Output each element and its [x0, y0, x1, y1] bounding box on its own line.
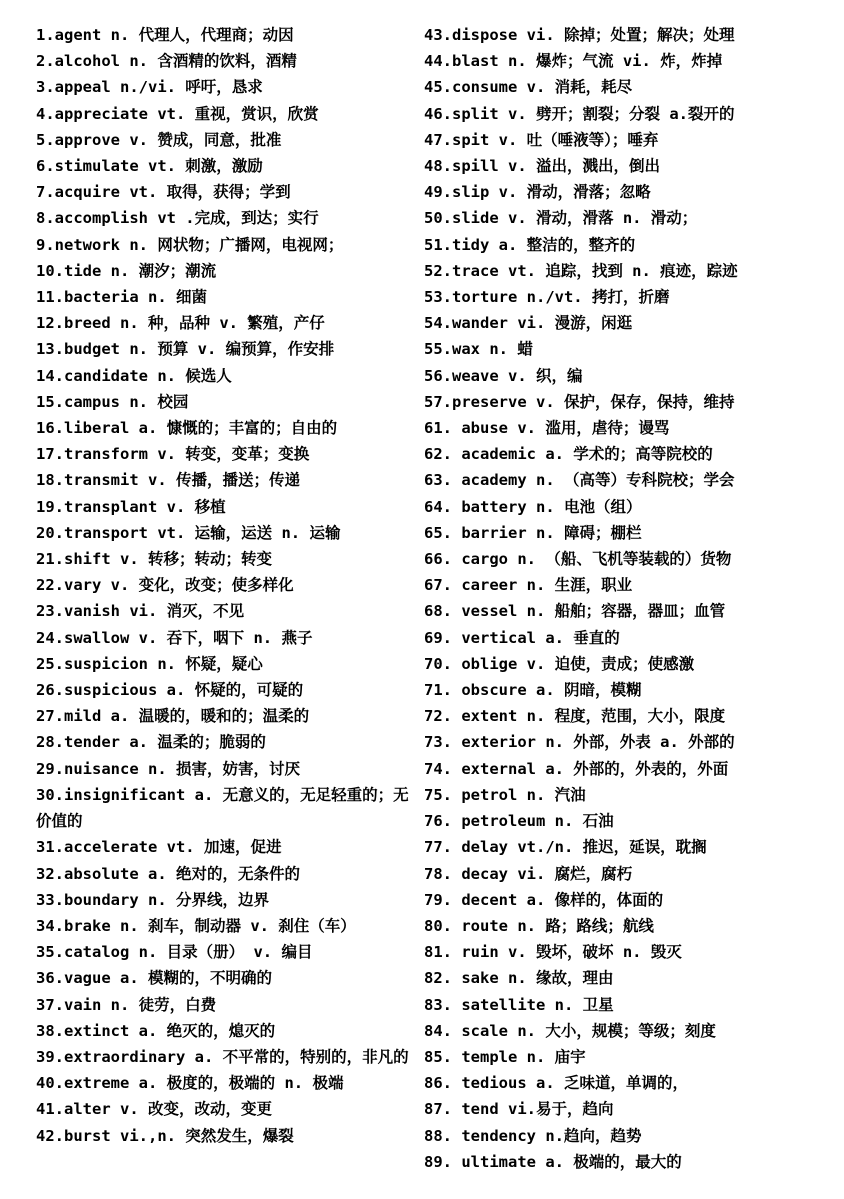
vocab-entry: 19.transplant v. 移植 [36, 497, 226, 516]
vocab-entry: 68. vessel n. 船舶；容器，器皿；血管 [424, 602, 726, 621]
vocab-entry: 25.suspicion n. 怀疑，疑心 [36, 654, 263, 673]
vocab-entry: 43.dispose vi. 除掉；处置；解决；处理 [424, 26, 735, 44]
vocab-entry: 17.transform v. 转变，变革；变换 [36, 445, 310, 464]
vocab-entry: 40.extreme a. 极度的，极端的 n. 极端 [36, 1074, 344, 1093]
vocab-entry: 26.suspicious a. 怀疑的，可疑的 [36, 681, 304, 700]
vocab-entry: 62. academic a. 学术的；高等院校的 [424, 445, 713, 464]
vocab-entry: 48.spill v. 溢出，溅出，倒出 [424, 157, 660, 176]
vocab-entry: 81. ruin v. 毁坏，破坏 n. 毁灭 [424, 943, 682, 962]
vocab-entry: 84. scale n. 大小，规模；等级；刻度 [424, 1021, 716, 1040]
vocab-entry: 10.tide n. 潮汐；潮流 [36, 261, 217, 280]
vocab-entry: 37.vain n. 徒劳，白费 [36, 995, 217, 1014]
vocab-entry: 78. decay vi. 腐烂，腐朽 [424, 864, 633, 883]
vocab-entry: 87. tend vi.易于，趋向 [424, 1100, 614, 1119]
vocab-entry: 61. abuse v. 滥用，虐待；谩骂 [424, 419, 670, 438]
vocab-entry: 4.appreciate vt. 重视，赏识，欣赏 [36, 104, 319, 123]
vocab-entry: 32.absolute a. 绝对的，无条件的 [36, 864, 300, 883]
vocab-entry: 85. temple n. 庙宇 [424, 1047, 586, 1066]
vocab-entry: 45.consume v. 消耗，耗尽 [424, 78, 633, 97]
vocab-entry: 76. petroleum n. 石油 [424, 812, 614, 831]
vocab-entry: 18.transmit v. 传播，播送；传递 [36, 471, 300, 490]
vocab-entry: 50.slide v. 滑动，滑落 n. 滑动； [424, 209, 698, 228]
vocab-entry: 33.boundary n. 分界线，边界 [36, 890, 269, 909]
right-column [424, 22, 806, 1175]
vocab-entry: 75. petrol n. 汽油 [424, 785, 586, 804]
vocab-entry: 86. tedious a. 乏味道，单调的， [424, 1074, 688, 1093]
vocab-entry: 16.liberal a. 慷慨的；丰富的；自由的 [36, 419, 338, 438]
vocab-entry: 41.alter v. 改变，改动，变更 [36, 1100, 272, 1119]
vocab-entry: 69. vertical a. 垂直的 [424, 628, 620, 647]
vocab-entry: 51.tidy a. 整洁的，整齐的 [424, 235, 636, 254]
vocab-entry: 88. tendency n.趋向，趋势 [424, 1126, 642, 1145]
vocab-entry: 89. ultimate a. 极端的，最大的 [424, 1152, 682, 1171]
vocab-entry: 27.mild a. 温暖的，暖和的；温柔的 [36, 707, 310, 726]
vocab-entry: 14.candidate n. 候选人 [36, 366, 232, 385]
vocab-entry: 46.split v. 劈开；割裂；分裂 a.裂开的 [424, 104, 735, 123]
vocab-entry: 23.vanish vi. 消灭，不见 [36, 602, 245, 621]
vocab-entry: 65. barrier n. 障碍；棚栏 [424, 523, 642, 542]
vocab-entry: 9.network n. 网状物；广播网，电视网； [36, 235, 344, 254]
vocab-entry: 66. cargo n. （船、飞机等装载的）货物 [424, 550, 732, 569]
vocab-entry: 54.wander vi. 漫游，闲逛 [424, 314, 633, 333]
vocab-entry: 22.vary v. 变化，改变；使多样化 [36, 576, 294, 595]
vocab-entry: 44.blast n. 爆炸；气流 vi. 炸，炸掉 [424, 52, 723, 71]
vocab-entry: 71. obscure a. 阴暗，模糊 [424, 681, 642, 700]
vocab-entry: 72. extent n. 程度，范围，大小，限度 [424, 707, 726, 726]
vocab-entry: 77. delay vt./n. 推迟，延误，耽搁 [424, 838, 707, 857]
vocab-entry: 64. battery n. 电池（组） [424, 497, 642, 516]
vocab-entry: 70. oblige v. 迫使，责成；使感激 [424, 654, 695, 673]
vocab-entry: 12.breed n. 种，品种 v. 繁殖，产仔 [36, 314, 325, 333]
vocab-entry: 55.wax n. 蜡 [424, 340, 533, 359]
vocab-entry: 5.approve v. 赞成，同意，批准 [36, 130, 282, 149]
vocab-entry: 63. academy n. （高等）专科院校；学会 [424, 471, 735, 490]
vocab-entry: 38.extinct a. 绝灭的，熄灭的 [36, 1021, 276, 1040]
vocab-entry: 34.brake n. 刹车，制动器 v. 刹住（车） [36, 916, 356, 935]
vocab-entry: 11.bacteria n. 细菌 [36, 288, 207, 307]
vocab-entry: 47.spit v. 吐（唾液等）；唾弃 [424, 130, 659, 149]
vocab-entry: 73. exterior n. 外部，外表 a. 外部的 [424, 733, 735, 752]
vocab-entry: 30.insignificant a. 无意义的，无足轻重的；无价值的 [36, 785, 409, 831]
left-column [36, 22, 418, 1149]
vocab-entry: 28.tender a. 温柔的；脆弱的 [36, 733, 266, 752]
vocab-entry: 57.preserve v. 保护，保存，保持，维持 [424, 392, 735, 411]
vocab-entry: 67. career n. 生涯，职业 [424, 576, 633, 595]
vocab-entry: 13.budget n. 预算 v. 编预算，作安排 [36, 340, 335, 359]
vocab-entry: 20.transport vt. 运输，运送 n. 运输 [36, 523, 341, 542]
vocab-entry: 36.vague a. 模糊的，不明确的 [36, 969, 272, 988]
vocab-entry: 3.appeal n./vi. 呼吁，恳求 [36, 78, 263, 97]
vocab-entry: 42.burst vi.,n. 突然发生，爆裂 [36, 1126, 294, 1145]
vocab-entry: 31.accelerate vt. 加速，促进 [36, 838, 282, 857]
vocab-entry: 15.campus n. 校园 [36, 392, 189, 411]
vocab-entry: 24.swallow v. 吞下，咽下 n. 燕子 [36, 628, 313, 647]
vocab-entry: 7.acquire vt. 取得，获得；学到 [36, 183, 291, 202]
vocab-entry: 1.agent n. 代理人，代理商；动因 [36, 26, 294, 44]
vocab-entry: 49.slip v. 滑动，滑落；忽略 [424, 183, 651, 202]
vocab-entry: 35.catalog n. 目录（册） v. 编目 [36, 943, 313, 962]
vocab-entry: 2.alcohol n. 含酒精的饮料，酒精 [36, 52, 297, 71]
vocab-entry: 80. route n. 路；路线；航线 [424, 916, 654, 935]
vocab-entry: 79. decent a. 像样的，体面的 [424, 890, 664, 909]
vocab-entry: 39.extraordinary a. 不平常的，特别的，非凡的 [36, 1047, 409, 1066]
vocab-entry: 56.weave v. 织，编 [424, 366, 583, 385]
vocab-entry: 29.nuisance n. 损害，妨害，讨厌 [36, 759, 300, 778]
vocab-entry: 21.shift v. 转移；转动；转变 [36, 550, 272, 569]
vocab-entry: 83. satellite n. 卫星 [424, 995, 614, 1014]
vocab-entry: 8.accomplish vt .完成，到达；实行 [36, 209, 319, 228]
vocab-entry: 74. external a. 外部的，外表的，外面 [424, 759, 729, 778]
vocab-entry: 52.trace vt. 追踪，找到 n. 痕迹，踪迹 [424, 261, 738, 280]
vocab-entry: 82. sake n. 缘故，理由 [424, 969, 614, 988]
vocab-entry: 6.stimulate vt. 刺激，激励 [36, 157, 263, 176]
vocab-entry: 53.torture n./vt. 拷打，折磨 [424, 288, 670, 307]
